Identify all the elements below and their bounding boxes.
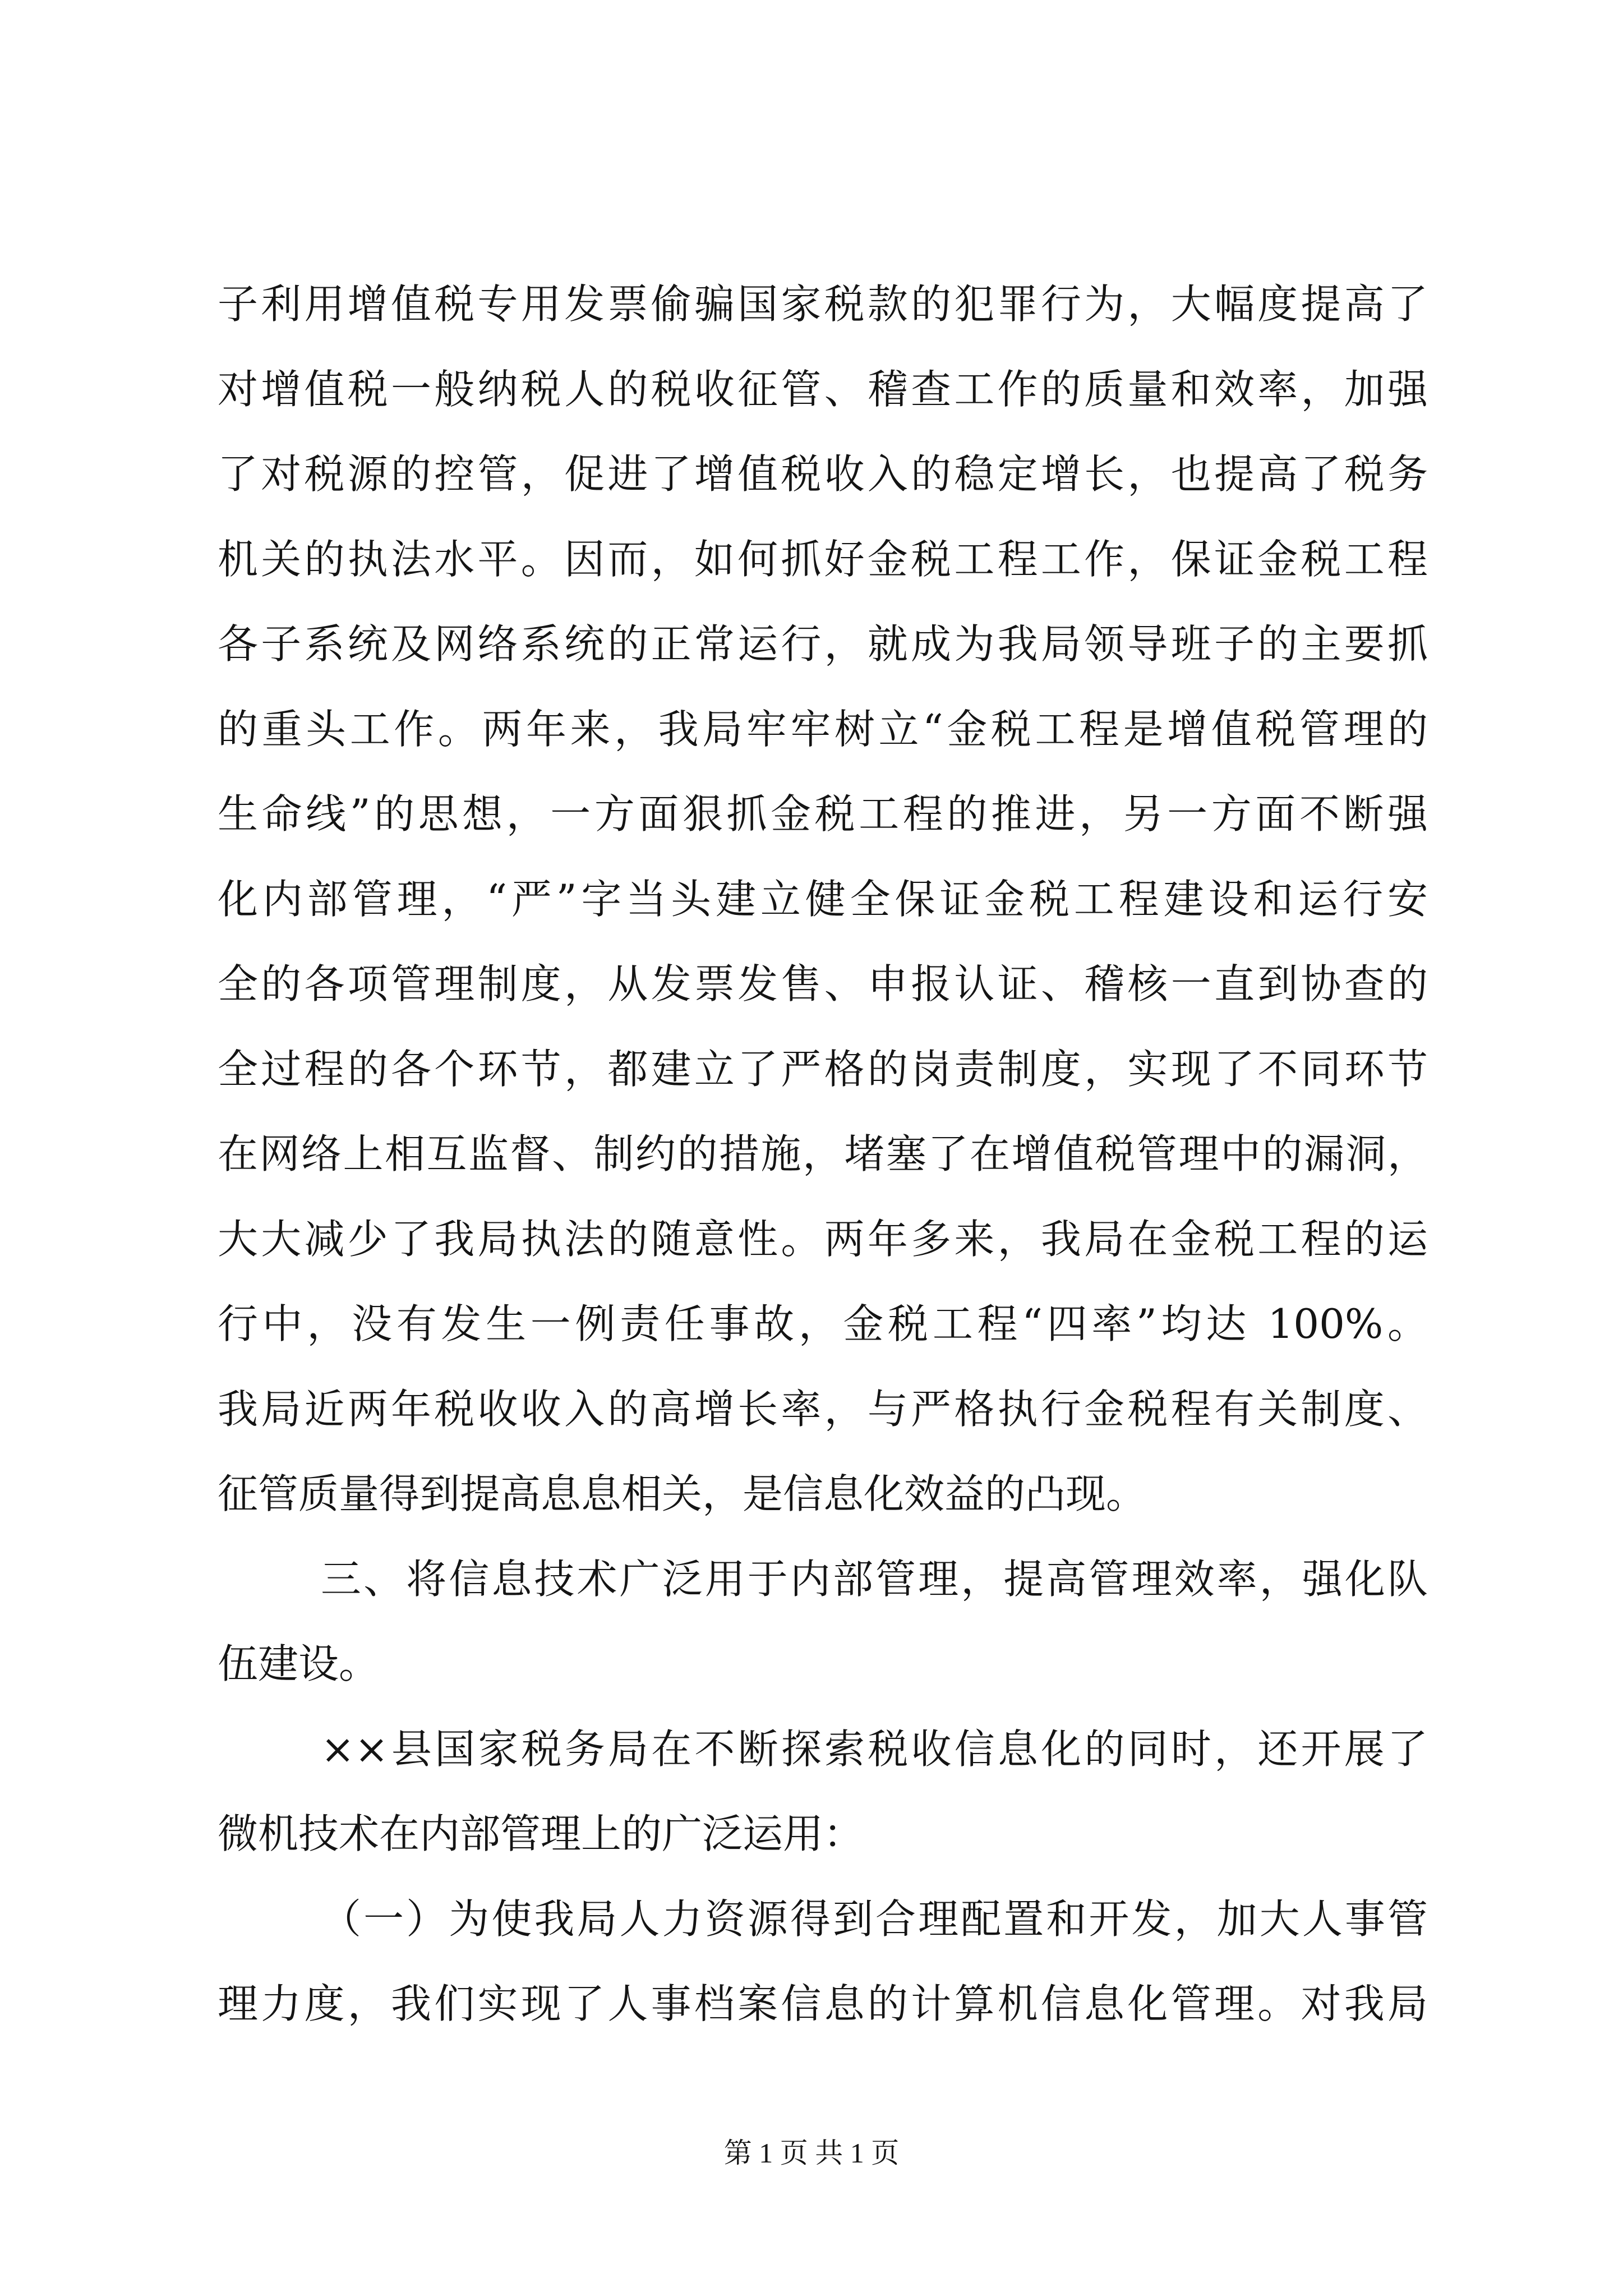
- text-line: 我局近两年税收收入的高增长率，与严格执行金税程有关制度、: [218, 1385, 1428, 1433]
- text-line: 行中，没有发生一例责任事故，金税工程“四率”均达 100%。: [218, 1300, 1428, 1347]
- text-line: 对增值税一般纳税人的税收征管、稽查工作的质量和效率，加强: [218, 365, 1428, 413]
- text-line: 三、将信息技术广泛用于内部管理，提高管理效率，强化队: [321, 1555, 1428, 1603]
- text-line: 微机技术在内部管理上的广泛运用：: [218, 1810, 864, 1857]
- text-line: 全的各项管理制度，从发票发售、申报认证、稽核一直到协查的: [218, 960, 1428, 1007]
- numbered-paragraph: [218, 1877, 1428, 2047]
- text-line: 全过程的各个环节，都建立了严格的岗责制度，实现了不同环节: [218, 1045, 1428, 1093]
- text-line: 理力度，我们实现了人事档案信息的计算机信息化管理。对我局: [218, 1980, 1428, 2027]
- page-number-footer: 第 1 页 共 1 页: [723, 2137, 900, 2169]
- text-line: 在网络上相互监督、制约的措施，堵塞了在增值税管理中的漏洞，: [218, 1130, 1428, 1177]
- text-line: 征管质量得到提高息息相关，是信息化效益的凸现。: [218, 1470, 1147, 1517]
- text-line: 机关的执法水平。因而，如何抓好金税工程工作，保证金税工程: [218, 535, 1428, 583]
- section-heading-paragraph: [218, 1537, 1428, 1707]
- text-line: 子利用增值税专用发票偷骗国家税款的犯罪行为，大幅度提高了: [218, 280, 1428, 328]
- paragraph-continued: [218, 262, 1428, 1537]
- paragraph: [218, 1707, 1428, 1877]
- text-line: 伍建设。: [218, 1640, 380, 1687]
- text-line: 生命线”的思想，一方面狠抓金税工程的推进，另一方面不断强: [218, 790, 1428, 838]
- text-line: 各子系统及网络系统的正常运行，就成为我局领导班子的主要抓: [218, 620, 1428, 668]
- text-line: 了对税源的控管，促进了增值税收入的稳定增长，也提高了税务: [218, 450, 1428, 498]
- text-line: 大大减少了我局执法的随意性。两年多来，我局在金税工程的运: [218, 1215, 1428, 1263]
- text-line: 的重头工作。两年来，我局牢牢树立“金税工程是增值税管理的: [218, 705, 1428, 753]
- text-line: （一）为使我局人力资源得到合理配置和开发，加大人事管: [321, 1895, 1428, 1943]
- text-line: 化内部管理，“严”字当头建立健全保证金税工程建设和运行安: [218, 875, 1428, 923]
- document-body: [218, 262, 1428, 2047]
- text-line: ××县国家税务局在不断探索税收信息化的同时，还开展了: [321, 1725, 1428, 1773]
